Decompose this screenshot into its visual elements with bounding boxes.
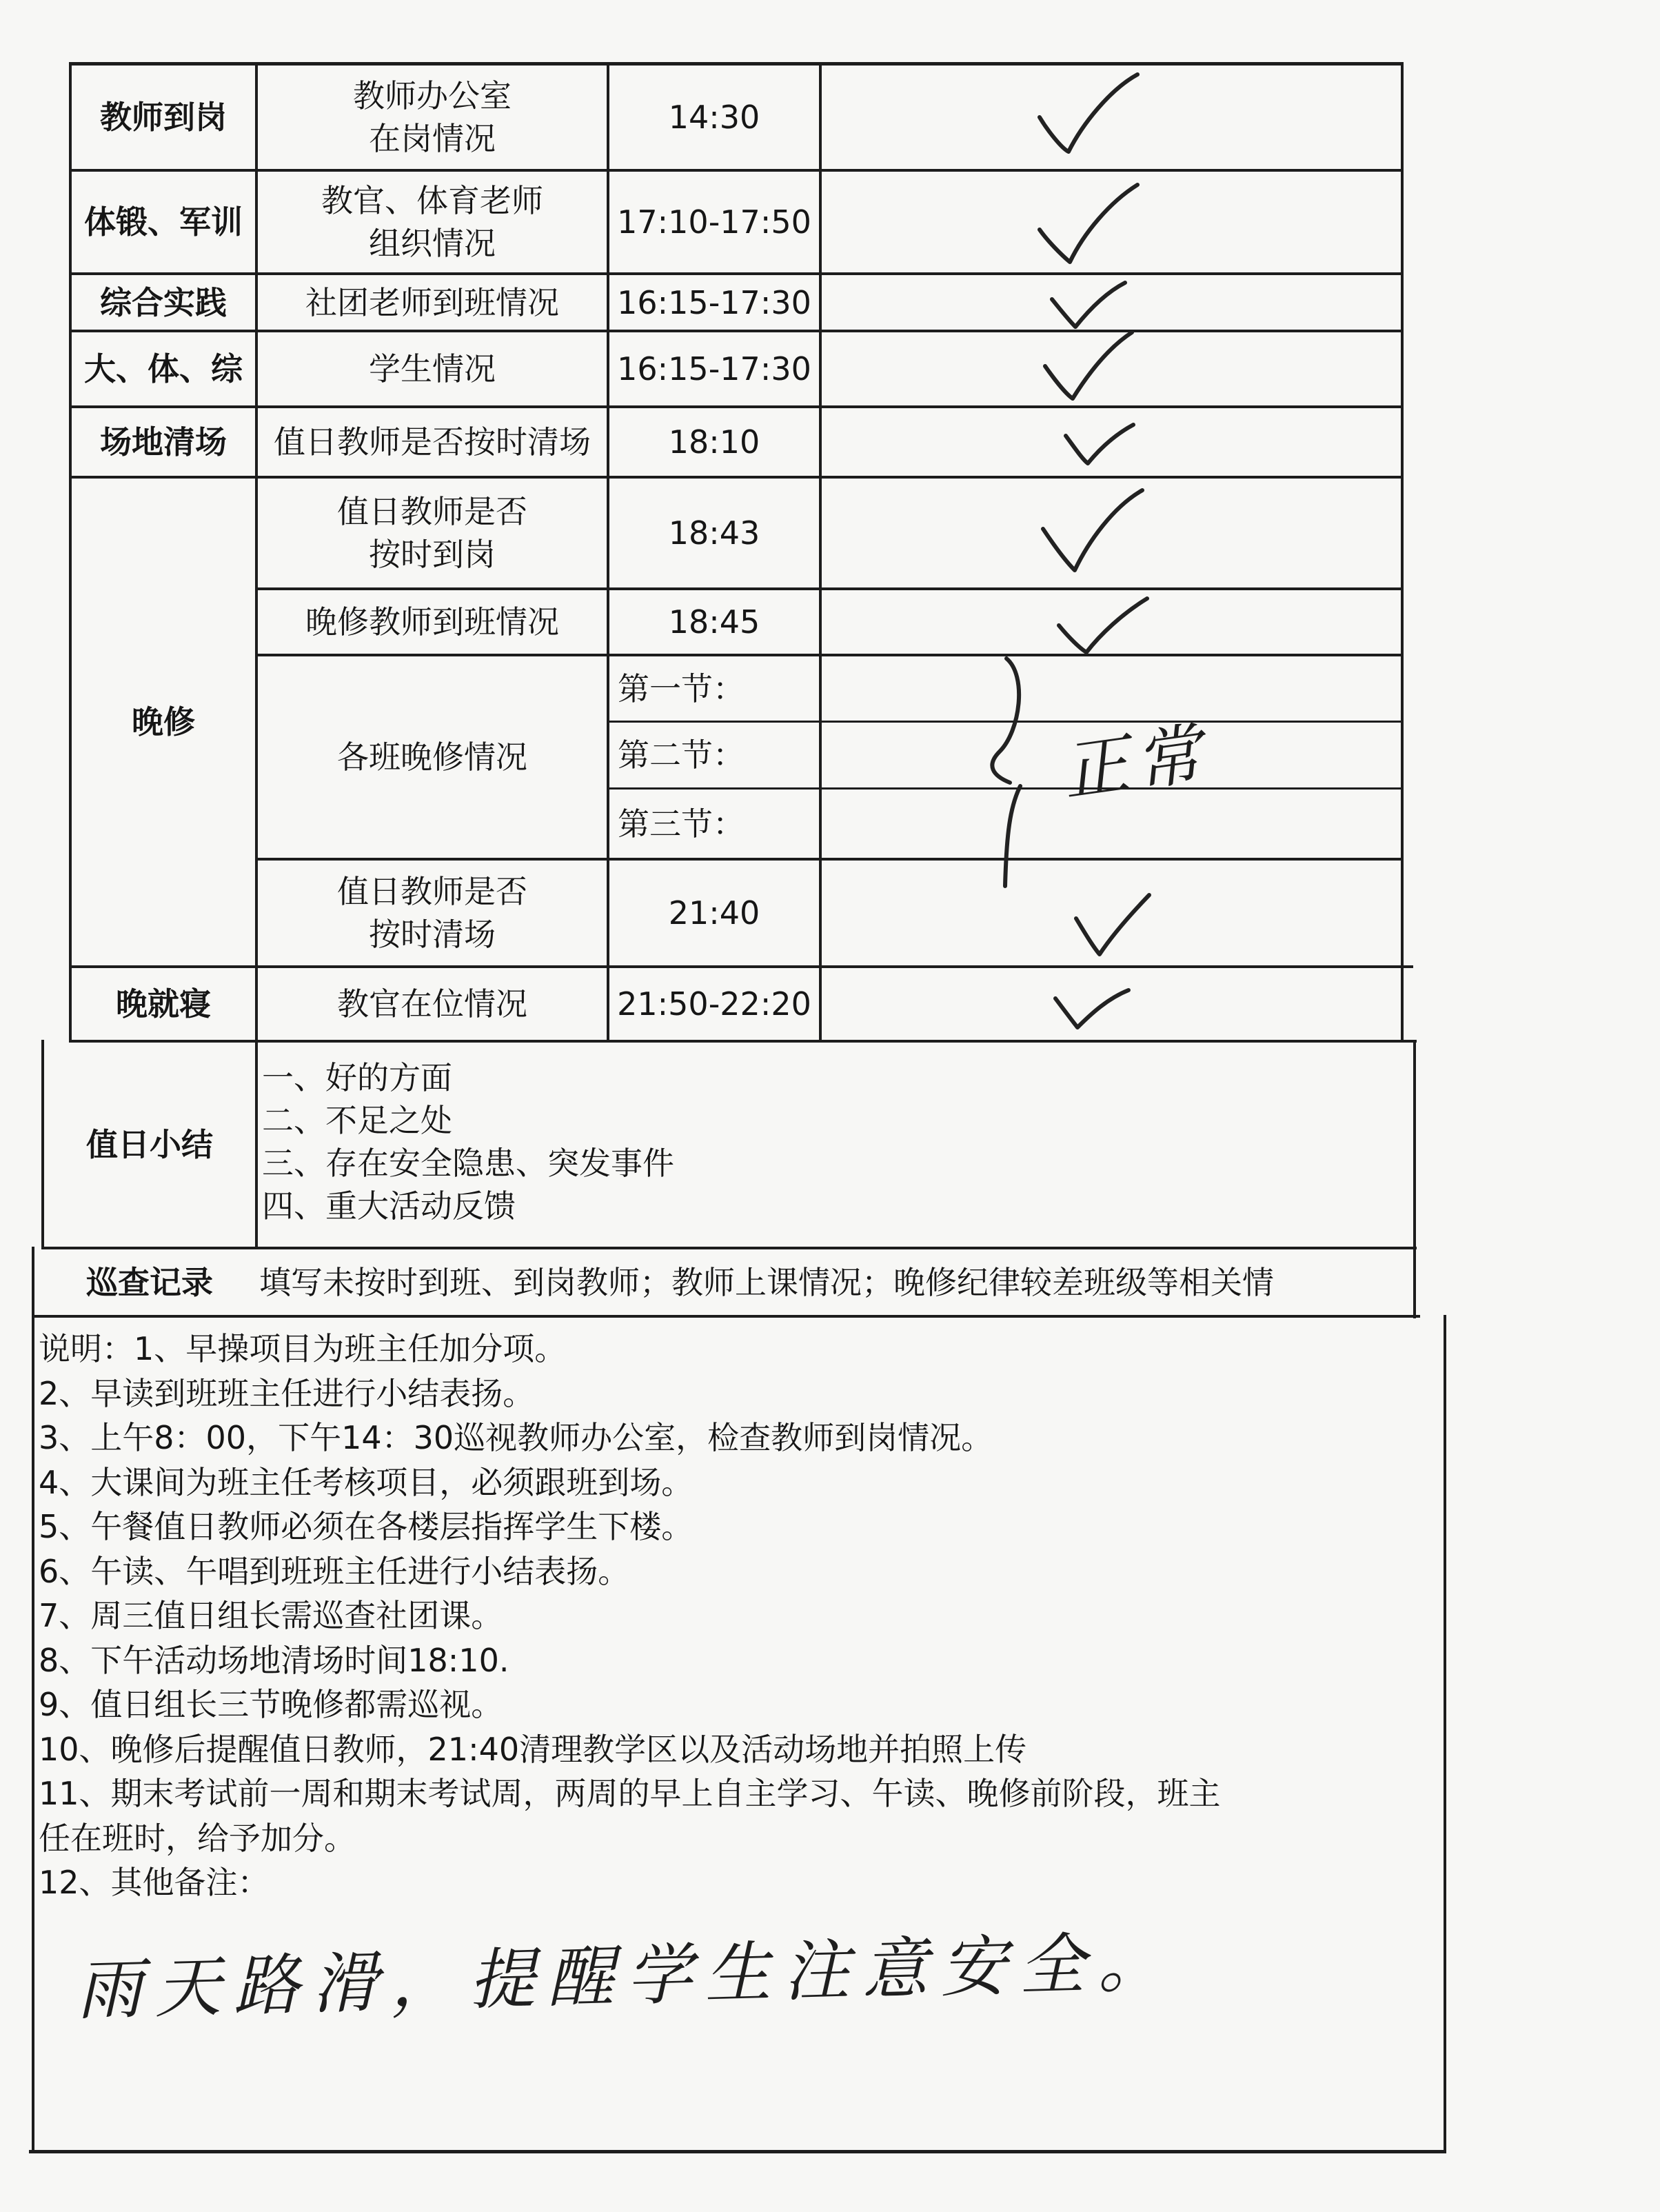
time-cell: 14:30	[668, 99, 760, 136]
summary-item: 二、不足之处	[262, 1102, 452, 1139]
item-cell: 值日教师是否按时清场	[274, 423, 591, 461]
period-label: 第三节：	[618, 805, 745, 843]
note-item: 10、晚修后提醒值日教师，21:40清理教学区以及活动场地并拍照上传	[39, 1730, 1027, 1768]
rule	[69, 1040, 1417, 1043]
notes-list	[39, 1327, 1438, 1905]
check-mark-icon	[1041, 328, 1137, 404]
time-cell: 16:15-17:30	[617, 350, 811, 388]
note-item: 说明：1、早操项目为班主任加分项。	[39, 1330, 567, 1367]
summary-item: 一、好的方面	[262, 1059, 452, 1096]
note-item: 9、值日组长三节晚修都需巡视。	[39, 1686, 503, 1723]
note-item: 8、下午活动场地清场时间18:10.	[39, 1641, 509, 1679]
note-item: 6、午读、午唱到班班主任进行小结表扬。	[39, 1552, 630, 1590]
category-cell: 教师到岗	[100, 99, 227, 136]
category-cell: 体锻、军训	[84, 203, 243, 241]
check-mark-icon	[1055, 594, 1151, 656]
check-mark-icon	[1034, 69, 1144, 159]
time-cell: 17:10-17:50	[617, 203, 811, 241]
item-cell: 教官、体育老师 组织情况	[321, 182, 543, 262]
rule	[1444, 1315, 1446, 2153]
item-cell: 各班晚修情况	[337, 738, 527, 776]
item-cell: 值日教师是否 按时清场	[337, 873, 527, 953]
check-mark-icon	[1034, 178, 1144, 268]
handwritten-remark: 雨天路滑，提醒学生注意安全。	[75, 1923, 1177, 2029]
patrol-instruction: 填写未按时到班、到岗教师；教师上课情况；晚修纪律较差班级等相关情	[259, 1263, 1274, 1301]
note-item: 3、上午8：00，下午14：30巡视教师办公室，检查教师到岗情况。	[39, 1419, 993, 1456]
time-cell: 18:43	[668, 514, 760, 552]
check-mark-icon	[1051, 985, 1134, 1033]
time-cell: 21:50-22:20	[617, 985, 811, 1023]
check-mark-icon	[1062, 421, 1137, 469]
category-cell-patrol: 巡查记录	[86, 1263, 213, 1301]
period-label: 第二节：	[618, 736, 745, 774]
item-cell: 学生情况	[369, 350, 496, 388]
rule	[32, 1247, 34, 2153]
item-cell: 社团老师到班情况	[305, 283, 559, 321]
note-item: 11、期末考试前一周和期末考试周，两周的早上自主学习、午读、晚修前阶段，班主 任在班时，给予加分。	[39, 1775, 1221, 1857]
item-cell: 晚修教师到班情况	[305, 603, 559, 641]
handwritten-brace-icon	[979, 648, 1062, 896]
note-item: 5、午餐值日教师必须在各楼层指挥学生下楼。	[39, 1508, 694, 1545]
handwritten-normal: 正常	[1057, 714, 1213, 812]
time-cell: 18:45	[668, 603, 760, 641]
time-cell: 18:10	[668, 423, 760, 461]
time-cell: 21:40	[668, 894, 760, 932]
category-cell: 综合实践	[100, 283, 227, 321]
rule	[34, 1315, 1420, 1318]
category-cell: 场地清场	[100, 423, 227, 461]
check-mark-icon	[1038, 486, 1148, 576]
summary-item: 四、重大活动反馈	[262, 1187, 516, 1225]
category-cell: 大、体、综	[84, 350, 243, 388]
category-cell: 晚就寝	[116, 985, 211, 1023]
note-item: 12、其他备注：	[39, 1864, 270, 1901]
item-cell: 教师办公室 在岗情况	[353, 77, 512, 157]
check-mark-icon	[1048, 279, 1131, 334]
note-item: 2、早读到班班主任进行小结表扬。	[39, 1374, 535, 1412]
rule	[29, 2150, 1446, 2153]
period-label: 第一节：	[618, 670, 745, 707]
note-item: 4、大课间为班主任考核项目，必须跟班到场。	[39, 1463, 694, 1501]
rule	[819, 62, 822, 1041]
note-item: 7、周三值日组长需巡查社团课。	[39, 1597, 503, 1634]
category-cell-evening: 晚修	[132, 703, 195, 741]
check-mark-icon	[1072, 891, 1155, 960]
summary-item: 三、存在安全隐患、突发事件	[262, 1145, 674, 1182]
time-cell: 16:15-17:30	[617, 283, 811, 321]
rule	[1413, 1040, 1416, 1318]
category-cell-summary: 值日小结	[86, 1126, 213, 1163]
item-cell: 教官在位情况	[337, 985, 527, 1023]
item-cell: 值日教师是否 按时到岗	[337, 493, 527, 573]
summary-list	[262, 1056, 1406, 1227]
rule	[1401, 62, 1404, 1041]
